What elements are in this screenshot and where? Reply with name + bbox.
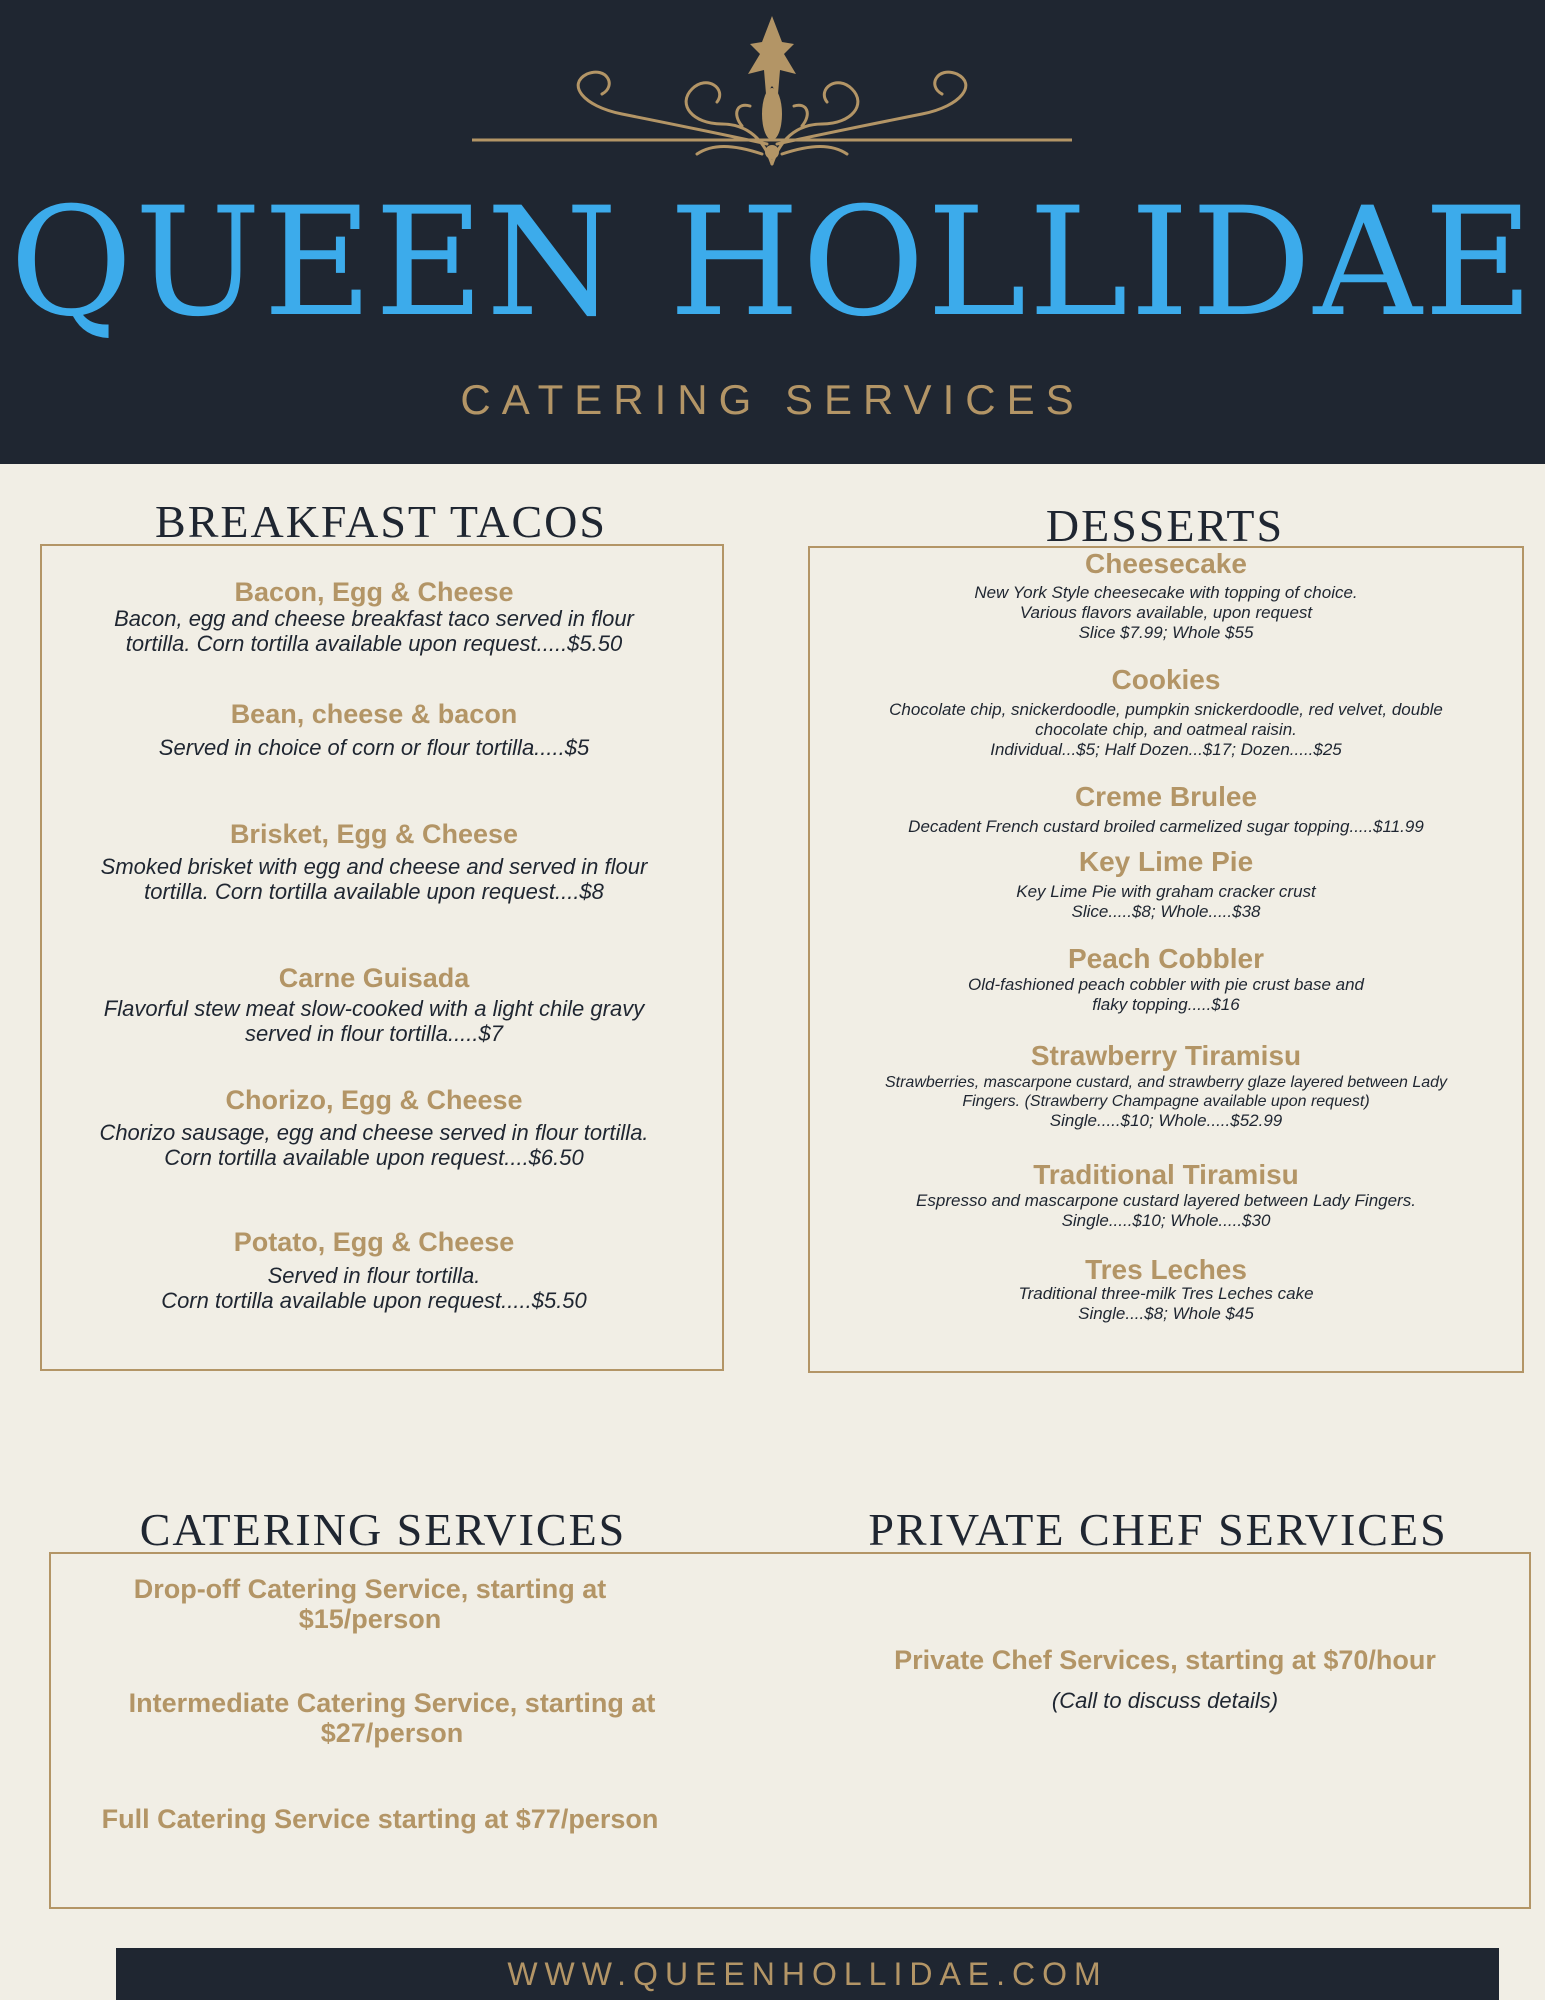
private-chef-offer: Private Chef Services, starting at $70/hour — [894, 1645, 1436, 1675]
taco-item-desc: Bacon, egg and cheese breakfast taco served in flour tortilla. Corn tortilla available upon request.....$5.50 — [114, 606, 634, 656]
dessert-item-name: Cookies — [1111, 664, 1221, 695]
private-chef-title: PRIVATE CHEF SERVICES — [868, 1504, 1448, 1555]
dessert-item-name: Traditional Tiramisu — [1033, 1159, 1299, 1190]
taco-item-name: Bean, cheese & bacon — [230, 699, 518, 729]
dessert-item-desc: Espresso and mascarpone custard layered between Lady Fingers. Single.....$10; Whole.....$30 — [916, 1191, 1416, 1230]
catering-services-title: CATERING SERVICES — [139, 1504, 627, 1555]
dessert-item-desc: Decadent French custard broiled carmelized sugar topping.....$11.99 — [908, 817, 1424, 836]
dessert-item-desc: Chocolate chip, snickerdoodle, pumpkin snickerdoodle, red velvet, double chocolate chip, and oatmeal raisin. Individual...$5; Half Dozen...$17; Dozen.....$25 — [889, 700, 1443, 759]
catering-intermediate: Intermediate Catering Service, starting at $27/person — [128, 1688, 656, 1748]
taco-item-name: Carne Guisada — [278, 963, 470, 993]
dessert-item-desc: Traditional three-milk Tres Leches cake Single....$8; Whole $45 — [1018, 1284, 1314, 1323]
breakfast-tacos-title: BREAKFAST TACOS — [155, 496, 607, 547]
taco-item-name: Potato, Egg & Cheese — [233, 1227, 515, 1257]
dessert-item-name: Creme Brulee — [1074, 781, 1258, 812]
dessert-item-desc: Old-fashioned peach cobbler with pie crust base and flaky topping.....$16 — [968, 975, 1364, 1014]
private-chef-note: (Call to discuss details) — [1051, 1688, 1279, 1713]
taco-item-name: Bacon, Egg & Cheese — [234, 577, 514, 607]
footer-bar — [116, 1948, 1499, 2000]
dessert-item-name: Cheesecake — [1085, 548, 1247, 579]
catering-dropoff: Drop-off Catering Service, starting at $15/person — [133, 1574, 607, 1634]
dessert-item-name: Peach Cobbler — [1067, 943, 1265, 974]
taco-item-desc: Chorizo sausage, egg and cheese served in flour tortilla. Corn tortilla available upon request....$6.50 — [99, 1120, 649, 1170]
taco-item-name: Brisket, Egg & Cheese — [229, 819, 519, 849]
taco-item-desc: Served in choice of corn or flour tortilla.....$5 — [158, 735, 590, 760]
dessert-item-price: Single.....$10; Whole.....$52.99 — [1049, 1111, 1283, 1130]
taco-item-name: Chorizo, Egg & Cheese — [225, 1085, 523, 1115]
taco-item-desc: Smoked brisket with egg and cheese and served in flour tortilla. Corn tortilla available upon request....$8 — [100, 854, 648, 904]
dessert-item-desc: Key Lime Pie with graham cracker crust Slice.....$8; Whole.....$38 — [1016, 882, 1316, 921]
dessert-item-desc: New York Style cheesecake with topping of choice. Various flavors available, upon request Slice $7.99; Whole $55 — [974, 583, 1358, 642]
dessert-item-name: Key Lime Pie — [1078, 846, 1254, 877]
dessert-item-name: Strawberry Tiramisu — [1030, 1040, 1302, 1071]
dessert-item-desc: Strawberries, mascarpone custard, and strawberry glaze layered between Lady Fingers. (Strawberry Champagne available upon request) — [884, 1074, 1448, 1110]
taco-item-desc: Flavorful stew meat slow-cooked with a light chile gravy served in flour tortilla.....$7 — [103, 996, 645, 1046]
catering-full: Full Catering Service starting at $77/person — [101, 1804, 659, 1834]
desserts-title: DESSERTS — [1045, 500, 1285, 551]
website-link[interactable]: WWW.QUEENHOLLIDAE.COM — [507, 1956, 1108, 1992]
taco-item-desc: Served in flour tortilla. Corn tortilla available upon request.....$5.50 — [161, 1263, 587, 1313]
brand-title: QUEEN HOLLIDAE — [9, 176, 1536, 350]
brand-subtitle: CATERING SERVICES — [460, 376, 1085, 423]
dessert-item-name: Tres Leches — [1085, 1254, 1247, 1285]
